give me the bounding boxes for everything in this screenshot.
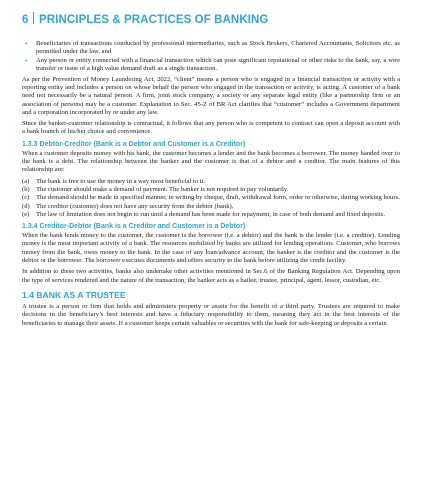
item-label: (c) (22, 194, 30, 202)
list-item (22, 211, 400, 219)
section-heading-debtor-creditor: 1.3.3 Debtor-Creditor (Bank is a Debtor and Customer is a Creditor) (22, 140, 246, 148)
list-item (22, 203, 400, 211)
item-text: The customer should make a demand of payment. The banker is not required to pay voluntarily. (36, 185, 289, 193)
paragraph-trustee: A trustee is a person or firm that holds and administers property or assets for the benefit of a third party. Trustees are required to make decisions in the beneficiary’s best interests and have a fiduciary responsibility to them, meaning they act in the best interests of the beneficiaries to manage their assets. If a customer keeps certain valuables or securities with the bank for safe-keeping or deposits a certain (22, 302, 400, 327)
chapter-title: PRINCIPLES & PRACTICES OF BANKING (39, 14, 269, 26)
page-header (22, 12, 402, 28)
item-label: (a) (22, 177, 30, 185)
paragraph-contractual: Since the banker-customer relationship is contractual, it follows that any person who is competent to contract can open a deposit account with a bank branch of his/her choice and convenience. (22, 120, 400, 136)
paragraph-creditor-debtor: When the bank lends money to the customer, the customer is the borrower (i.e. a debtor) and the bank is the lender (i.e. a creditor). Lending money is the most important activity of a bank. The resources mobilized by banks are utilized for lending operations. Customer, who borrows money from the bank, owes money to the bank. In the case of any loan/advance account, the banker is the creditor and the customer is the debtor or the borrower. The borrower executes documents and offers security to the bank before utilizing the credit facility. (22, 232, 400, 265)
list-item (22, 186, 400, 194)
item-text: The creditor (customer) does not have any security from the debtor (bank). (36, 202, 234, 210)
paragraph-client-definition: As per the Prevention of Money Laundering Act, 2022, “client” means a person who is engaged in a financial transaction or activity with a reporting entity and includes a person on whose behalf the person who engaged in the transaction or activity, is acting. A customer of a bank need not necessarily be a natural person. A firm, joint stock company, a society or any separate legal entity (like a partnership firm or an association of persons) may be a customer. Explanation to Sec. 45-Z of BR Act clarifies that “customer” includes a Government department and a corporation incorporated by or under any law. (22, 75, 400, 116)
paragraph-other-activities: In addition to these two activities, banks also undertake other activities mentioned in Sec.6 of the Banking Regulation Act. Depending upon the type of services rendered and the nature of the transaction, the banker acts as a bailee, trustee, principal, agent, lessor, custodian, etc. (22, 268, 400, 284)
bullet-text: Beneficiaries of transactions conducted by professional intermediaries, such as Stock Brokers, Chartered Accountants, Solicitors etc. as permitted under the law, and (36, 40, 400, 56)
paragraph-debtor-creditor: When a customer deposits money with his bank, the customer becomes a lender and the bank becomes a borrower. The money handed over to the bank is a debt. The relationship between the banker and the customer is that of a debtor and a creditor. The main features of this relationship are: (22, 149, 400, 174)
section-heading-creditor-debtor: 1.3.4 Creditor-Debtor (Bank is a Creditor and Customer is a Debtor) (22, 223, 246, 231)
item-text: The law of limitation does not begin to run until a demand has been made for repayment, in case of both demand and fixed deposits. (36, 210, 386, 218)
item-label: (e) (22, 210, 30, 218)
item-label: (b) (22, 185, 30, 193)
page-content (22, 40, 400, 331)
bullet-icon: • (25, 40, 28, 48)
bullet-icon: • (25, 57, 28, 66)
page-number: 6 (22, 14, 29, 26)
item-text: The demand should be made in specified manner, in writing by cheque, draft, withdrawal form, order or otherwise, during working hours. (36, 194, 400, 202)
list-item (22, 40, 400, 57)
list-item (22, 194, 400, 202)
section-heading-bank-as-trustee: 1.4 BANK AS A TRUSTEE (22, 289, 126, 300)
list-item (22, 178, 400, 186)
bullet-text: Any person or entity connected with a financial transaction which can pose significant reputational or other risks to the bank, say, a wire transfer or issue of a high value demand draft as a single transaction. (36, 57, 400, 73)
item-label: (d) (22, 202, 30, 210)
list-item (22, 57, 400, 74)
header-divider (33, 12, 35, 24)
item-text: The bank is free to use the money in a way most beneficial to it. (36, 177, 206, 185)
bullet-list (22, 40, 400, 74)
features-list (22, 178, 400, 219)
